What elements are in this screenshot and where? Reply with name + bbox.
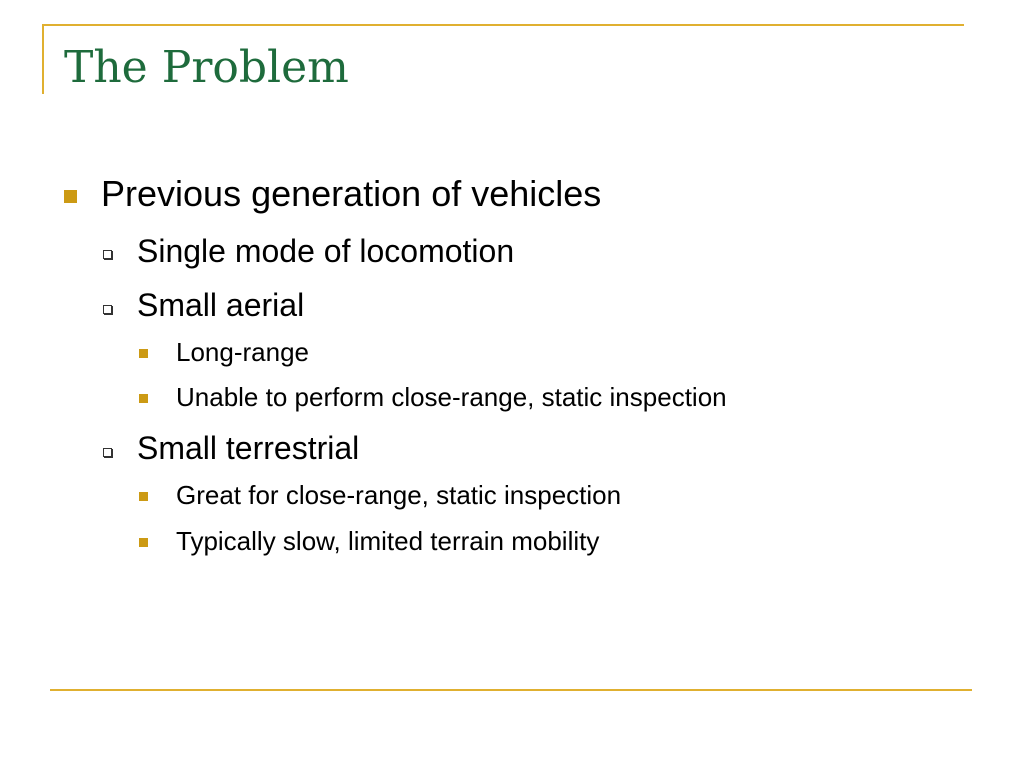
- bullet-long-range: Long-range: [176, 337, 309, 367]
- title-frame-left-rule: [42, 24, 44, 94]
- slide-title: The Problem: [64, 42, 349, 93]
- hollow-square-bullet-icon: [103, 250, 112, 259]
- filled-square-bullet-icon: [139, 349, 148, 358]
- filled-square-bullet-icon: [139, 492, 148, 501]
- filled-square-bullet-icon: [64, 190, 77, 203]
- filled-square-bullet-icon: [139, 538, 148, 547]
- bullet-great-close-range: Great for close-range, static inspection: [176, 480, 622, 510]
- hollow-square-bullet-icon: [103, 448, 112, 457]
- bullet-previous-generation: Previous generation of vehicles: [101, 173, 602, 214]
- hollow-square-bullet-icon: [103, 305, 112, 314]
- bullet-single-mode: Single mode of locomotion: [137, 233, 515, 269]
- filled-square-bullet-icon: [139, 394, 148, 403]
- bullet-typically-slow: Typically slow, limited terrain mobility: [176, 526, 600, 556]
- bullet-small-aerial: Small aerial: [137, 287, 305, 323]
- bullet-unable-close-range: Unable to perform close-range, static inspection: [176, 382, 727, 412]
- bottom-rule: [50, 689, 972, 691]
- bullet-small-terrestrial: Small terrestrial: [137, 430, 360, 466]
- title-frame-top-rule: [42, 24, 964, 26]
